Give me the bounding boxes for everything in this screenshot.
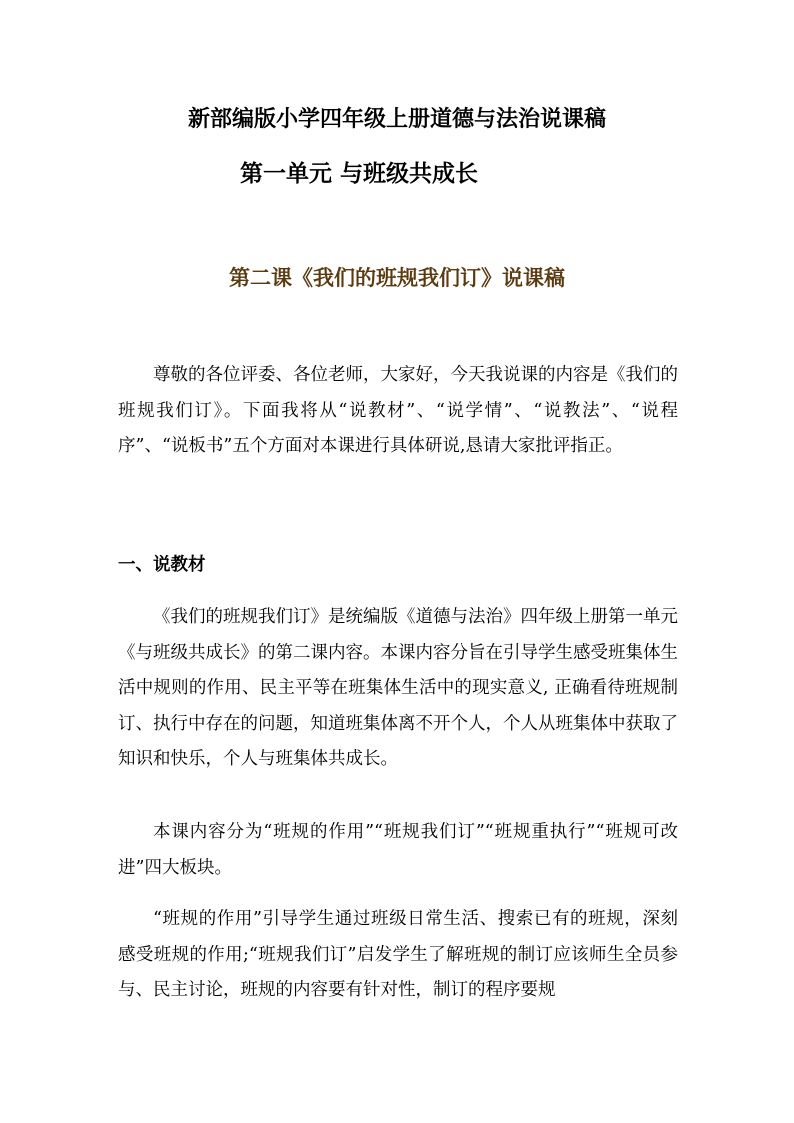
textbook-paragraph-2: 本课内容分为“班规的作用”“班规我们订”“班规重执行”“班规可改进”四大板块。 xyxy=(118,822,678,878)
intro-paragraph: 尊敬的各位评委、各位老师，大家好，今天我说课的内容是《我们的班规我们订》。下面我将从“说教材”、“说学情”、“说教法”、“说程序”、“说板书”五个方面对本课进行具体研说,恳请大家批评指正。 xyxy=(118,365,678,456)
section-heading-textbook: 一、说教材 xyxy=(118,555,206,575)
main-title: 新部编版小学四年级上册道德与法治说课稿 xyxy=(187,106,606,132)
textbook-paragraph-1: 《我们的班规我们订》是统编版《道德与法治》四年级上册第一单元《与班级共成长》的第二课内容。本课内容分旨在引导学生感受班集体生活中规则的作用、民主平等在班集体生活中的现实意义, 正确看待班规制订、执行中存在的问题，知道班集体离不开个人，个人从班集体中获取了知识和快乐，个人与班集体共成长。 xyxy=(118,607,678,769)
lesson-title: 第二课《我们的班规我们订》说课稿 xyxy=(229,265,565,290)
unit-title: 第一单元 与班级共成长 xyxy=(240,161,479,187)
textbook-paragraph-3: “班规的作用”引导学生通过班级日常生活、搜索已有的班规，深刻感受班规的作用;“班规我们订”启发学生了解班规的制订应该师生全员参与、民主讨论，班规的内容要有针对性，制订的程序要规 xyxy=(118,909,678,1000)
